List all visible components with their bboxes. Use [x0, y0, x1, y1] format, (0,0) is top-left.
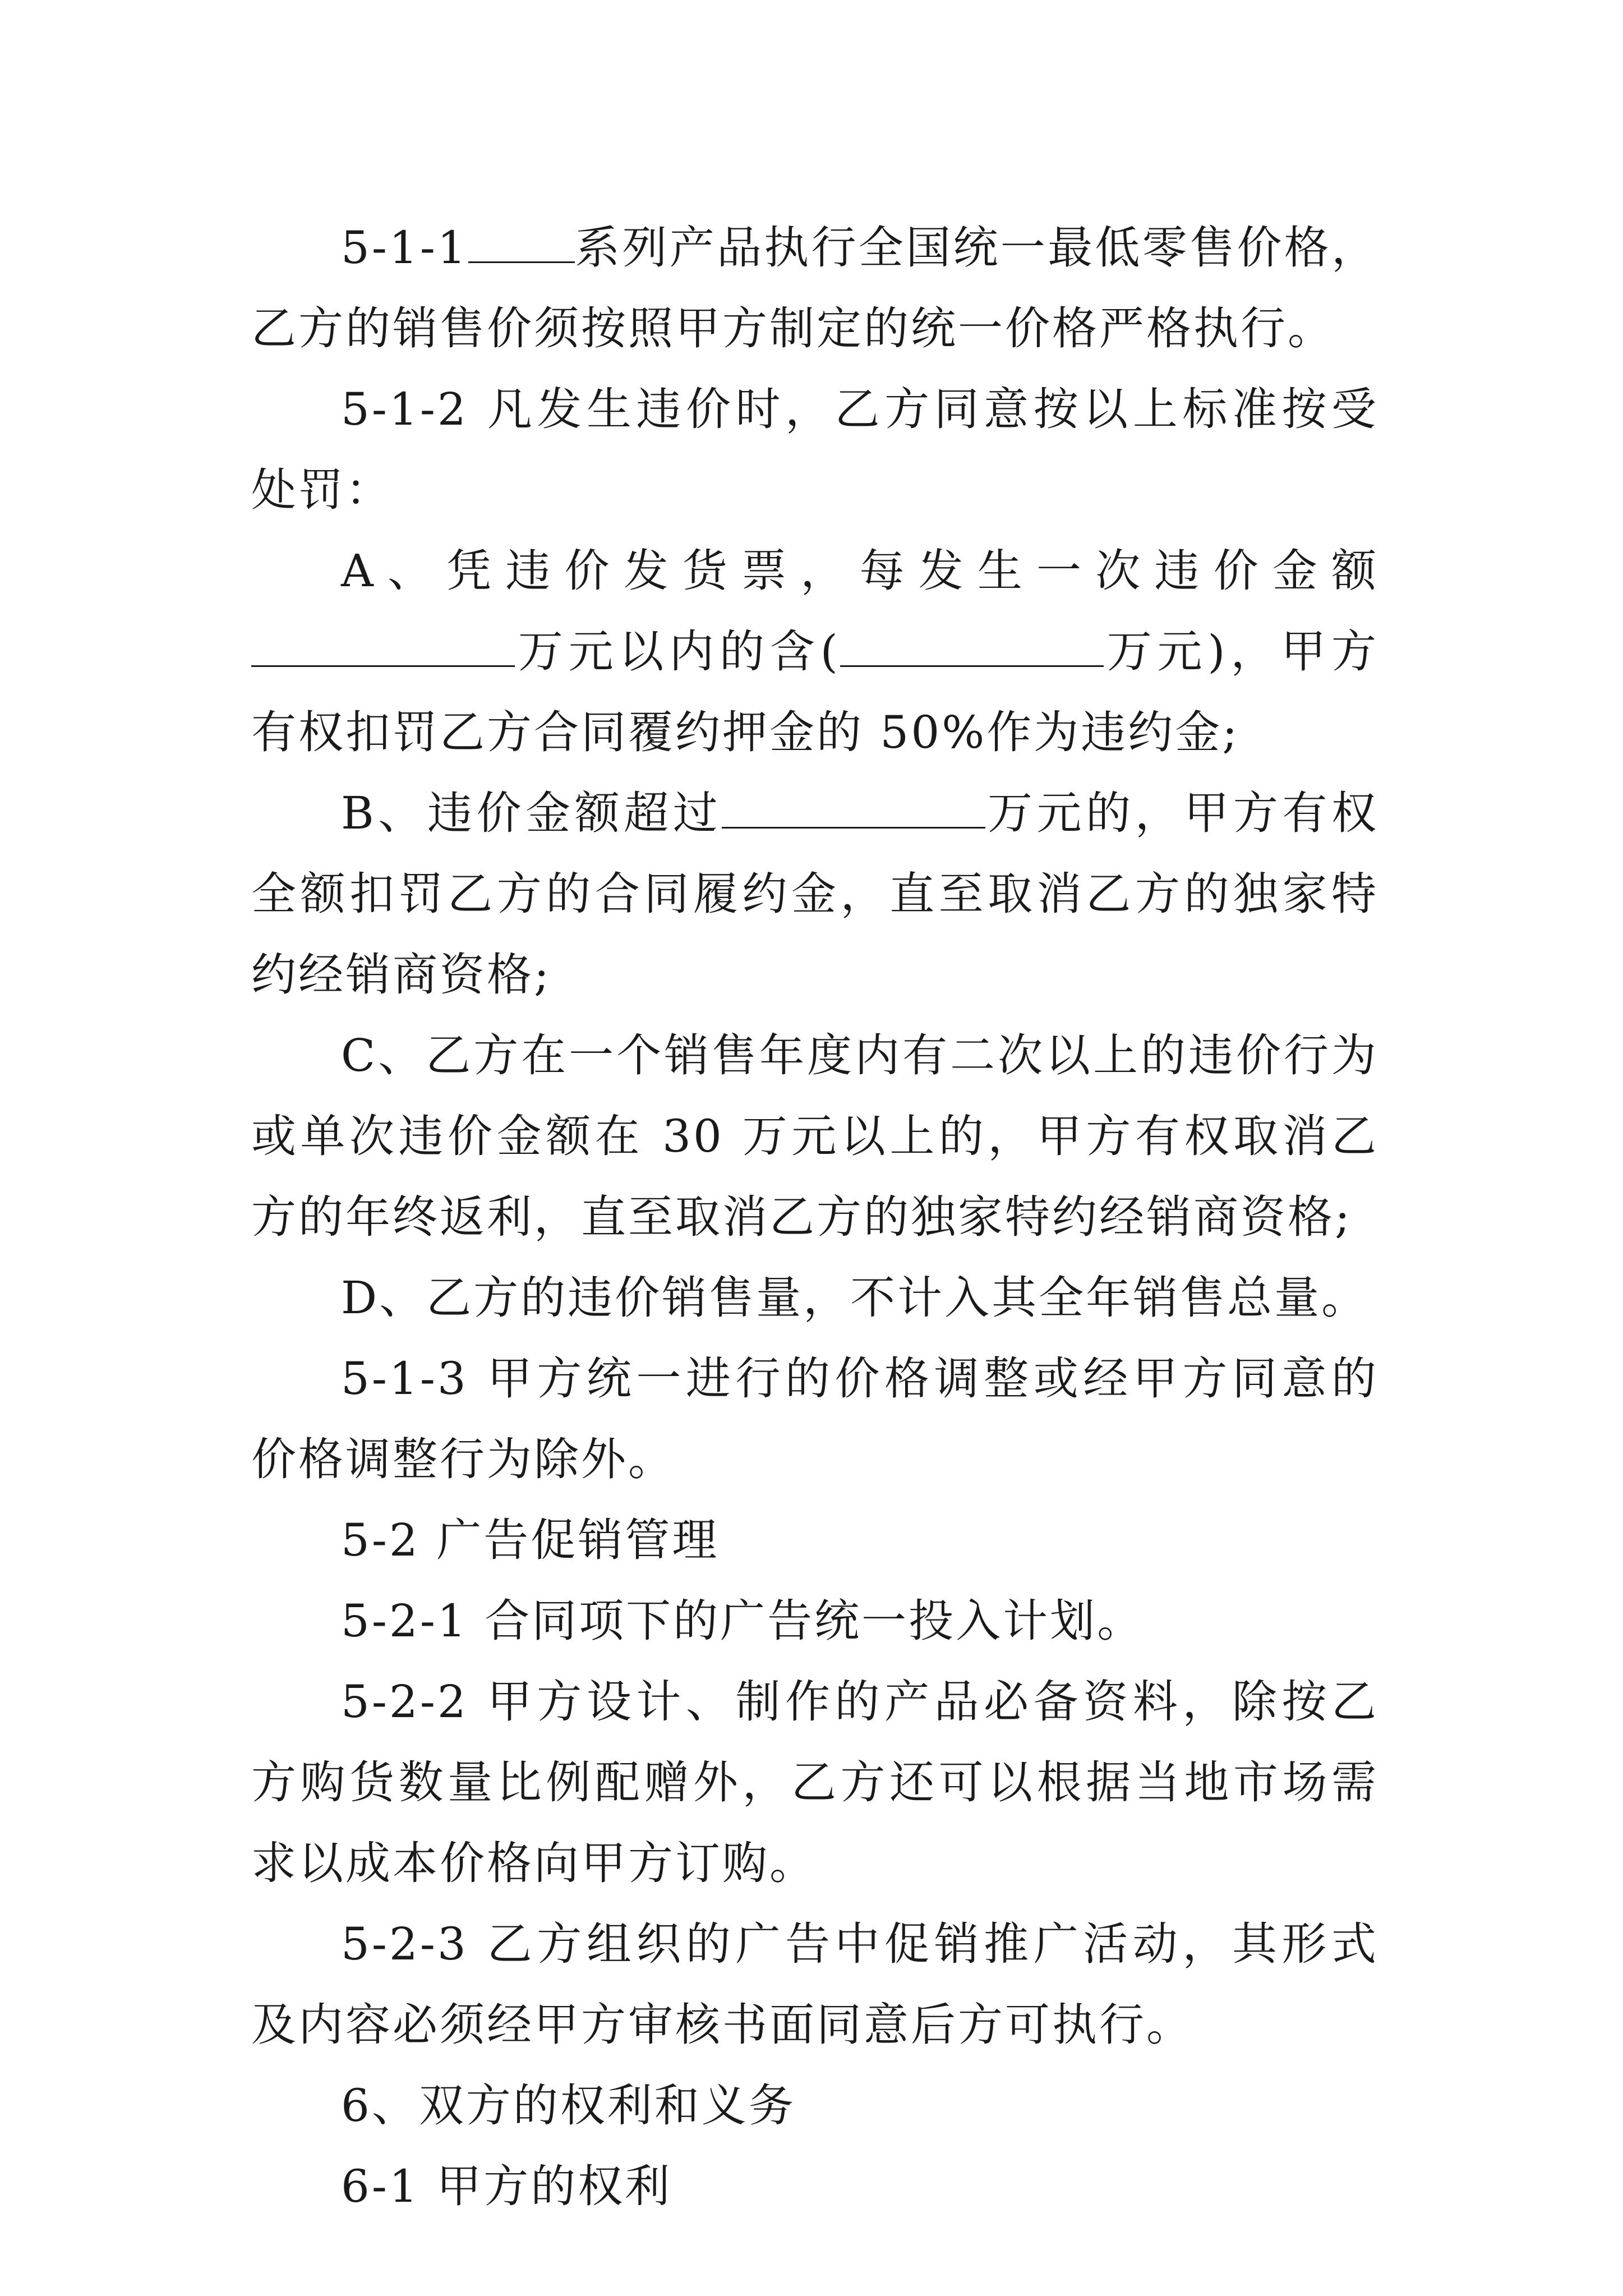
clause-5-1-3: 5-1-3 甲方统一进行的价格调整或经甲方同意的价格调整行为除外。	[251, 1352, 1378, 1485]
clause-d: D、乙方的违价销售量，不计入其全年销售总量。	[341, 1272, 1369, 1324]
clause-text: B、违价金额超过	[341, 787, 722, 839]
clause-a	[251, 531, 1378, 773]
section-6-heading: 6、双方的权利和义务	[341, 2079, 796, 2132]
clause-text: 系列产品执行全国统一最低零售价格，乙方的销售价须按照甲方制定的统一价格严格执行。	[251, 222, 1378, 355]
clause-text: 万元的，甲方有权全额扣罚乙方的合同履约金，直至取消乙方的独家特约经销商资格;	[251, 787, 1378, 1001]
fill-in-blank	[840, 626, 1104, 667]
fill-in-blank	[468, 222, 575, 263]
section-6-1-heading: 6-1 甲方的权利	[341, 2160, 672, 2212]
clause-5-2-3: 5-2-3 乙方组织的广告中促销推广活动，其形式及内容必须经甲方审核书面同意后方可执行。	[251, 1918, 1378, 2051]
clause-c: C、乙方在一个销售年度内有二次以上的违价行为或单次违价金额在 30 万元以上的，甲方有权取消乙方的年终返利，直至取消乙方的独家特约经销商资格;	[251, 1029, 1378, 1243]
clause-number: 5-1-1	[341, 222, 468, 274]
document-body	[251, 208, 1378, 2227]
clause-text: A、凭违价发货票，每发生一次违价金额	[341, 545, 1378, 597]
clause-text: 万元以内的含(	[515, 625, 840, 678]
clause-5-1-2: 5-1-2 凡发生违价时，乙方同意按以上标准按受处罚：	[251, 383, 1378, 516]
clause-text: 万元)，甲方有权扣罚乙方合同覆约押金的 50%作为违约金;	[251, 625, 1378, 758]
clause-5-2-2: 5-2-2 甲方设计、制作的产品必备资料，除按乙方购货数量比例配赠外，乙方还可以根据当地市场需求以成本价格向甲方订购。	[251, 1676, 1378, 1889]
section-5-2-heading: 5-2 广告促销管理	[341, 1514, 720, 1566]
clause-5-1-1	[251, 208, 1378, 369]
clause-b	[251, 773, 1378, 1015]
fill-in-blank	[722, 788, 985, 829]
fill-in-blank	[251, 626, 515, 667]
clause-5-2-1: 5-2-1 合同项下的广告统一投入计划。	[341, 1595, 1145, 1647]
